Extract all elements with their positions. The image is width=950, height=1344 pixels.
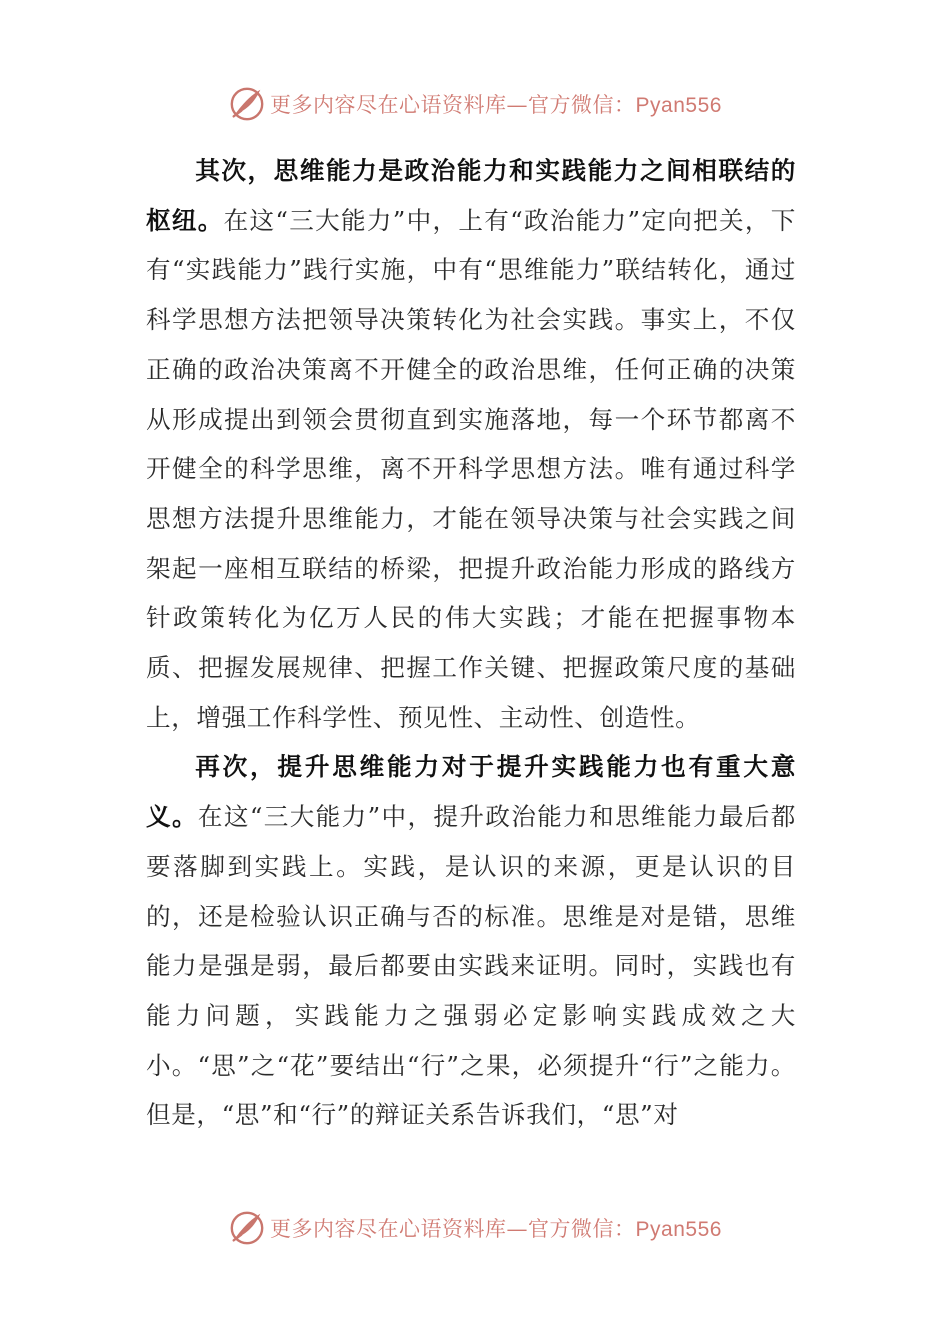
paragraph-2 (146, 742, 796, 1140)
banner-text: 更多内容尽在心语资料库—官方微信：Pyan556 (270, 1217, 722, 1241)
document-body (146, 146, 796, 1140)
paragraph-1-lead: 其次，思维能力是政治能力和实践能力之间相联结的枢纽。 (146, 156, 796, 235)
paragraph-1 (146, 146, 796, 742)
quill-pen-seal-icon (228, 85, 266, 123)
footer-banner (0, 1208, 950, 1248)
paragraph-1-body: 在这“三大能力”中，上有“政治能力”定向把关，下有“实践能力”践行实施，中有“思维能力”联结转化，通过科学思想方法把领导决策转化为社会实践。事实上，不仅正确的政治决策离不开健全的政治思维，任何正确的决策从形成提出到领会贯彻直到实施落地，每一个环节都离不开健全的科学思维，离不开科学思想方法。唯有通过科学思想方法提升思维能力，才能在领导决策与社会实践之间架起一座相互联结的桥梁，把提升政治能力形成的路线方针政策转化为亿万人民的伟大实践；才能在把握事物本质、把握发展规律、把握工作关键、把握政策尺度的基础上，增强工作科学性、预见性、主动性、创造性。 (146, 205, 796, 732)
wechat-handle: Pyan556 (635, 1218, 722, 1241)
wechat-handle: Pyan556 (635, 94, 722, 117)
paragraph-2-lead: 再次，提升思维能力对于提升实践能力也有重大意义。 (146, 752, 796, 832)
banner-text: 更多内容尽在心语资料库—官方微信：Pyan556 (270, 93, 722, 117)
paragraph-2-body: 在这“三大能力”中，提升政治能力和思维能力最后都要落脚到实践上。实践，是认识的来源，更是认识的目的，还是检验认识正确与否的标准。思维是对是错，思维能力是强是弱，最后都要由实践来证明。同时，实践也有能力问题，实践能力之强弱必定影响实践成效之大小。“思”之“花”要结出“行”之果，必须提升“行”之能力。但是，“思”和“行”的辩证关系告诉我们，“思”对 (146, 802, 796, 1130)
header-banner (0, 84, 950, 124)
quill-pen-seal-icon (228, 1209, 266, 1247)
